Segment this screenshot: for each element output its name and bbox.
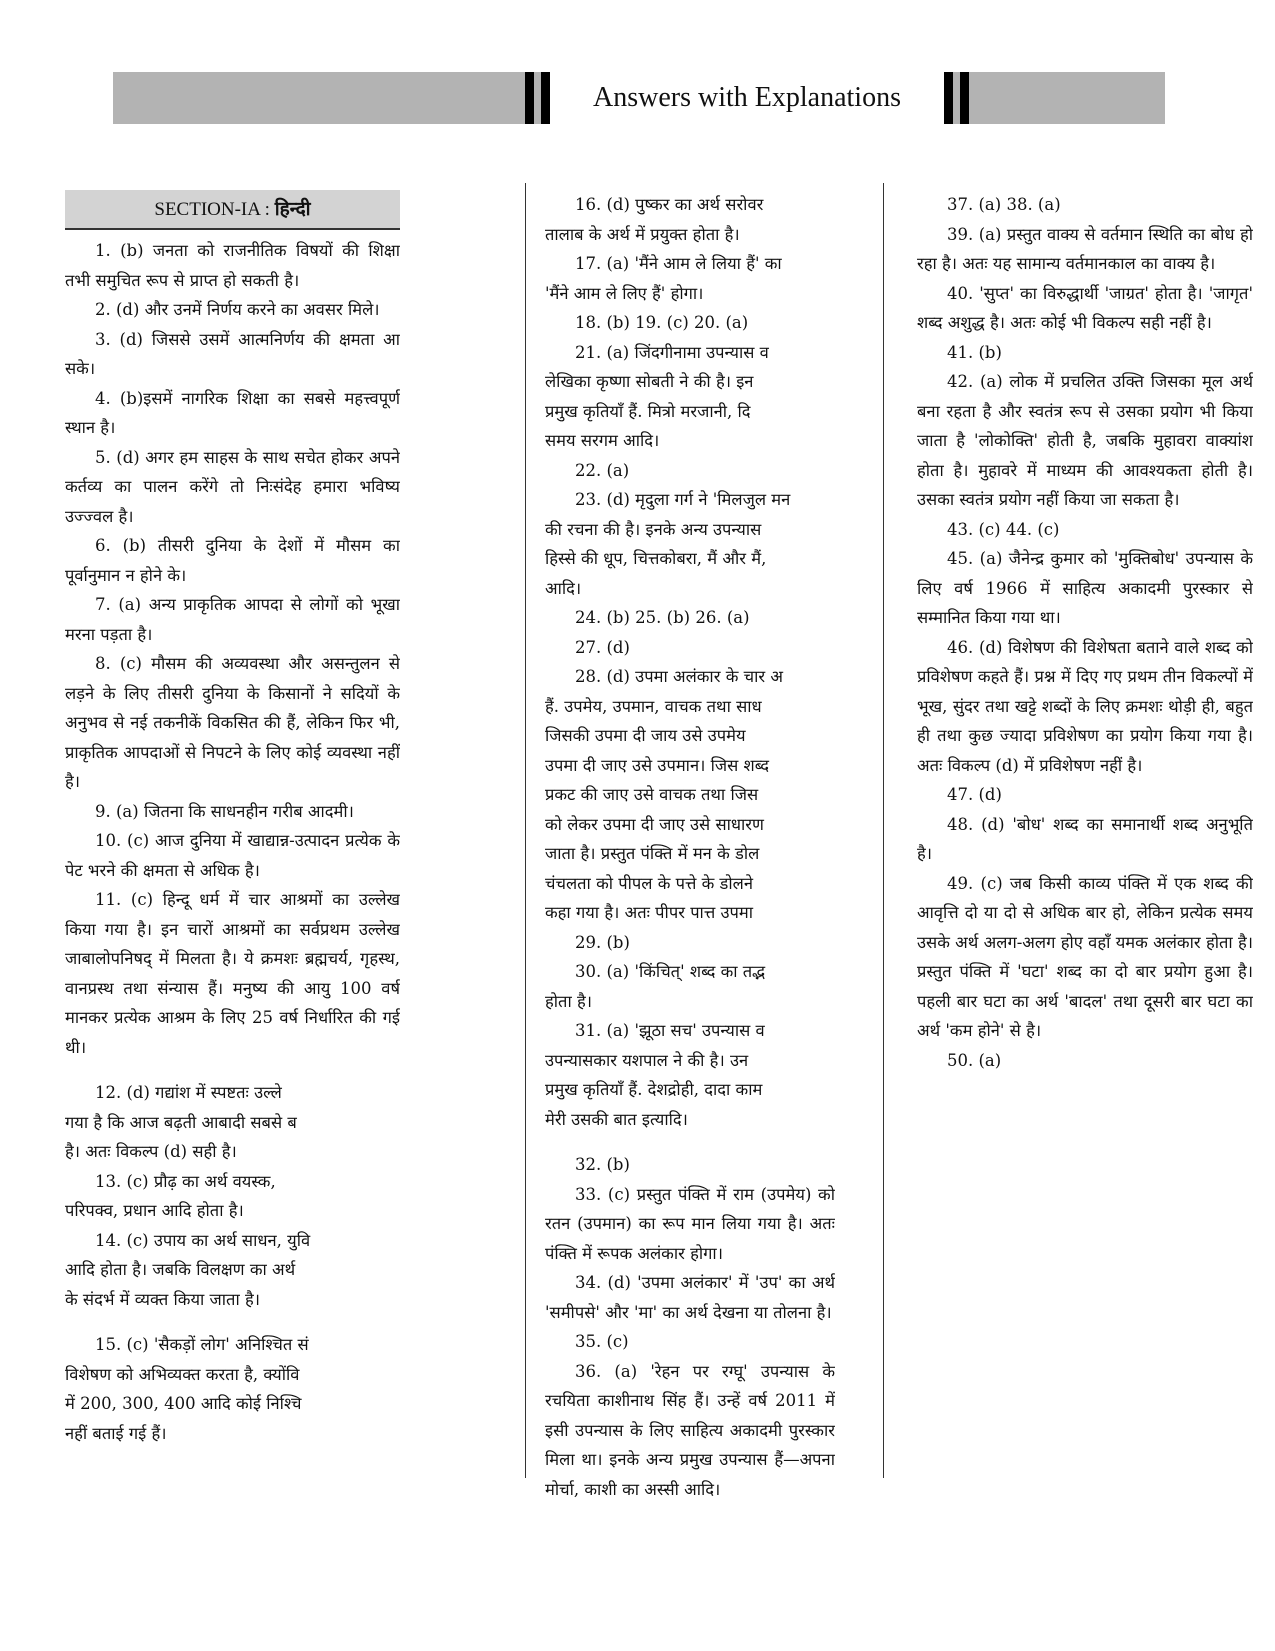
answer-7: 7. (a) अन्य प्राकृतिक आपदा से लोगों को भूखा मरना पड़ता है।: [65, 595, 400, 644]
answer-14-line-1: 14. (c) उपाय का अर्थ साधन, युवि: [95, 1230, 311, 1250]
section-label: SECTION-IA :: [154, 199, 275, 220]
answer-46: 46. (d) विशेषण की विशेषता बताने वाले शब्द को प्रविशेषण कहते हैं। प्रश्न में दिए गए प्रथम तीन विकल्पों में भूख, सुंदर तथा खट्टे शब्दों के लिए क्रमशः थोड़ी ही, बहुत ही तथा कुछ ज्यादा प्रविशेषण का प्रयोग किया गया है। अतः विकल्प (d) में प्रविशेषण नहीं है।: [917, 637, 1253, 775]
answer-5: 5. (d) अगर हम साहस के साथ सचेत होकर अपने कर्तव्य का पालन करेंगे तो निःसंदेह हमारा भविष्य उज्ज्वल है।: [65, 447, 400, 526]
answer-28-line-4: उपमा दी जाए उसे उपमान। जिस शब्द: [545, 755, 770, 775]
answer-28-line-2: हैं. उपमेय, उपमान, वाचक तथा साध: [545, 696, 762, 716]
answer-28-line-8: चंचलता को पीपल के पत्ते के डोलने: [545, 873, 754, 893]
answer-45: 45. (a) जैनेन्द्र कुमार को 'मुक्तिबोध' उपन्यास के लिए वर्ष 1966 में साहित्य अकादमी पुरस्कार से सम्मानित किया गया था।: [917, 549, 1253, 627]
answer-42: 42. (a) लोक में प्रचलित उक्ति जिसका मूल अर्थ बना रहता है और स्वतंत्र रूप से उसका प्रयोग भी किया जाता है 'लोकोक्ति' होती है, जबकि मुहावरा वाक्यांश होता है। मुहावरे में माध्यम की आवश्यकता होती है। उसका स्वतंत्र प्रयोग नहीं किया जा सकता है।: [917, 372, 1253, 509]
section-heading: [65, 190, 400, 230]
answer-35: 35. (c): [575, 1332, 629, 1351]
answer-31-line-4: मेरी उसकी बात इत्यादि।: [545, 1109, 688, 1129]
answers-24-26: 24. (b) 25. (b) 26. (a): [575, 608, 750, 627]
answer-15-line-4: नहीं बताई गई हैं।: [65, 1423, 167, 1443]
answer-28-line-3: जिसकी उपमा दी जाय उसे उपमेय: [545, 726, 746, 745]
answer-21-line-4: समय सरगम आदि।: [545, 431, 660, 450]
header-bar-left-inner: [541, 72, 550, 124]
answer-16-line-2: तालाब के अर्थ में प्रयुक्त होता है।: [545, 224, 740, 244]
answers-column-1: [65, 190, 400, 1510]
answer-15-line-3: में 200, 300, 400 आदि कोई निश्चि: [65, 1394, 302, 1413]
header-bar-right-outer: [960, 72, 969, 124]
column-divider-right: [883, 183, 884, 1478]
answer-39: 39. (a) प्रस्तुत वाक्य से वर्तमान स्थिति का बोध हो रहा है। अतः यह सामान्य वर्तमानकाल का वाक्य है।: [917, 224, 1253, 273]
answer-34: 34. (d) 'उपमा अलंकार' में 'उप' का अर्थ 'समीपसे' और 'मा' का अर्थ देखना या तोलना है।: [545, 1273, 835, 1322]
answer-13-line-1: 13. (c) प्रौढ़ का अर्थ वयस्क,: [95, 1171, 276, 1191]
answer-28-line-9: कहा गया है। अतः पीपर पात्त उपमा: [545, 903, 754, 922]
answer-28-line-7: जाता है। प्रस्तुत पंक्ति में मन के डोल: [545, 844, 760, 863]
answer-29: 29. (b): [575, 932, 630, 952]
answer-31-line-1: 31. (a) 'झूठा सच' उपन्यास व: [575, 1021, 765, 1040]
answer-41: 41. (b): [947, 342, 1002, 362]
answer-22: 22. (a): [575, 460, 630, 480]
answer-14-line-2: आदि होता है। जबकि विलक्षण का अर्थ: [65, 1260, 296, 1279]
answer-21-line-1: 21. (a) जिंदगीनामा उपन्यास व: [575, 342, 769, 362]
answer-47: 47. (d): [947, 785, 1002, 804]
page-title: Answers with Explanations: [593, 82, 901, 113]
answers-18-20: 18. (b) 19. (c) 20. (a): [575, 313, 749, 332]
answer-2: 2. (d) और उनमें निर्णय करने का अवसर मिले।: [95, 300, 380, 319]
answer-30-line-2: होता है।: [545, 991, 592, 1011]
answers-column-2: [545, 190, 835, 1530]
answer-17-line-2: 'मैंने आम ले लिए हैं' होगा।: [545, 283, 704, 303]
answer-23-line-2: की रचना की है। इनके अन्य उपन्यास: [545, 519, 762, 539]
answer-49: 49. (c) जब किसी काव्य पंक्ति में एक शब्द की आवृत्ति दो या दो से अधिक बार हो, लेकिन प्रत्येक समय उसके अर्थ अलग-अलग होए वहाँ यमक अलंकार होता है। प्रस्तुत पंक्ति में 'घटा' शब्द का दो बार प्रयोग हुआ है। पहली बार घटा का अर्थ 'बादल' तथा दूसरी बार घटा का अर्थ 'कम होने' से है।: [917, 873, 1253, 1040]
answers-column-3: [917, 190, 1253, 1210]
answer-8: 8. (c) मौसम की अव्यवस्था और असन्तुलन से लड़ने के लिए तीसरी दुनिया के किसानों ने सदियों के अनुभव से नई तकनीकें विकसित की हैं, लेकिन फिर भी, प्राकृतिक आपदाओं से निपटने के लिए कोई व्यवस्था नहीं है।: [65, 654, 400, 791]
header-banner: [113, 72, 1165, 124]
answer-33: 33. (c) प्रस्तुत पंक्ति में राम (उपमेय) को रतन (उपमान) का रूप मान लिया गया है। अतः पंक्ति में रूपक अलंकार होगा।: [545, 1184, 835, 1263]
answer-21-line-2: लेखिका कृष्णा सोबती ने की है। इन: [545, 372, 754, 391]
answer-30-line-1: 30. (a) 'किंचित्' शब्द का तद्भ: [575, 962, 766, 981]
answer-13-line-2: परिपक्व, प्रधान आदि होता है।: [65, 1201, 244, 1220]
answer-23-line-4: आदि।: [545, 578, 582, 598]
answer-48: 48. (d) 'बोध' शब्द का समानार्थी शब्द अनुभूति है।: [917, 814, 1253, 863]
answer-28-line-5: प्रकट की जाए उसे वाचक तथा जिस: [545, 785, 759, 804]
answer-12-line-1: 12. (d) गद्यांश में स्पष्टतः उल्ले: [95, 1083, 282, 1102]
answer-40: 40. 'सुप्त' का विरुद्धार्थी 'जाग्रत' होता है। 'जागृत' शब्द अशुद्ध है। अतः कोई भी विकल्प सही नहीं है।: [917, 283, 1253, 332]
answer-6: 6. (b) तीसरी दुनिया के देशों में मौसम का पूर्वानुमान न होने के।: [65, 536, 400, 585]
answer-4: 4. (b)इसमें नागरिक शिक्षा का सबसे महत्त्वपूर्ण स्थान है।: [65, 388, 400, 437]
answer-16-line-1: 16. (d) पुष्कर का अर्थ सरोवर: [575, 195, 764, 214]
header-bar-left-outer: [525, 72, 534, 124]
answer-1: 1. (b) जनता को राजनीतिक विषयों की शिक्षा तभी समुचित रूप से प्राप्त हो सकती है।: [65, 241, 400, 290]
answer-28-line-6: को लेकर उपमा दी जाए उसे साधारण: [545, 814, 764, 834]
answers-37-38: 37. (a) 38. (a): [947, 195, 1061, 214]
answer-15-line-1: 15. (c) 'सैकड़ों लोग' अनिश्चित सं: [95, 1335, 309, 1354]
answer-36: 36. (a) 'रेहन पर रग्घू' उपन्यास के रचयिता काशीनाथ सिंह हैं। उन्हें वर्ष 2011 में इसी उपन्यास के लिए साहित्य अकादमी पुरस्कार मिला था। इनके अन्य प्रमुख उपन्यास हैं—अपना मोर्चा, काशी का अस्सी आदि।: [545, 1361, 835, 1499]
answer-31-line-2: उपन्यासकार यशपाल ने की है। उन: [545, 1050, 749, 1070]
answer-23-line-1: 23. (d) मृदुला गर्ग ने 'मिलजुल मन: [575, 490, 791, 509]
answer-9: 9. (a) जितना कि साधनहीन गरीब आदमी।: [95, 801, 354, 821]
answers-43-44: 43. (c) 44. (c): [947, 519, 1060, 539]
header-title-box: [541, 72, 953, 124]
section-subject: हिन्दी: [274, 199, 311, 220]
answer-11: 11. (c) हिन्दू धर्म में चार आश्रमों का उल्लेख किया गया है। इन चारों आश्रमों का सर्वप्रथम उल्लेख जाबालोपनिषद् में मिलता है। ये क्रमशः ब्रह्मचर्य, गृहस्थ, वानप्रस्थ तथा संन्यास हैं। मनुष्य की आयु 100 वर्ष मानकर प्रत्येक आश्रम के लिए 25 वर्ष निर्धारित की गई थी।: [65, 890, 400, 1057]
answer-17-line-1: 17. (a) 'मैंने आम ले लिया हैं' का: [575, 254, 782, 273]
answer-32: 32. (b): [575, 1155, 630, 1174]
answer-10: 10. (c) आज दुनिया में खाद्यान्न-उत्पादन प्रत्येक के पेट भरने की क्षमता से अधिक है।: [65, 831, 400, 880]
answer-31-line-3: प्रमुख कृतियाँ हैं. देशद्रोही, दादा काम: [545, 1080, 763, 1099]
answer-27: 27. (d): [575, 637, 630, 657]
answer-15-line-2: विशेषण को अभिव्यक्त करता है, क्योंवि: [65, 1364, 300, 1384]
answer-14-line-3: के संदर्भ में व्यक्त किया जाता है।: [65, 1289, 260, 1309]
answer-3: 3. (d) जिससे उसमें आत्मनिर्णय की क्षमता आ सके।: [65, 329, 400, 378]
answer-12-line-3: है। अतः विकल्प (d) सही है।: [65, 1142, 237, 1161]
answer-12-line-2: गया है कि आज बढ़ती आबादी सबसे ब: [65, 1112, 297, 1132]
answer-23-line-3: हिस्से की धूप, चित्तकोबरा, मैं और मैं,: [545, 549, 767, 568]
column-divider-left: [525, 183, 526, 1478]
answer-28-line-1: 28. (d) उपमा अलंकार के चार अ: [575, 667, 783, 686]
answer-21-line-3: प्रमुख कृतियाँ हैं. मित्रो मरजानी, दि: [545, 401, 751, 421]
answer-50: 50. (a): [947, 1050, 1002, 1070]
header-bar-right-inner: [944, 72, 953, 124]
